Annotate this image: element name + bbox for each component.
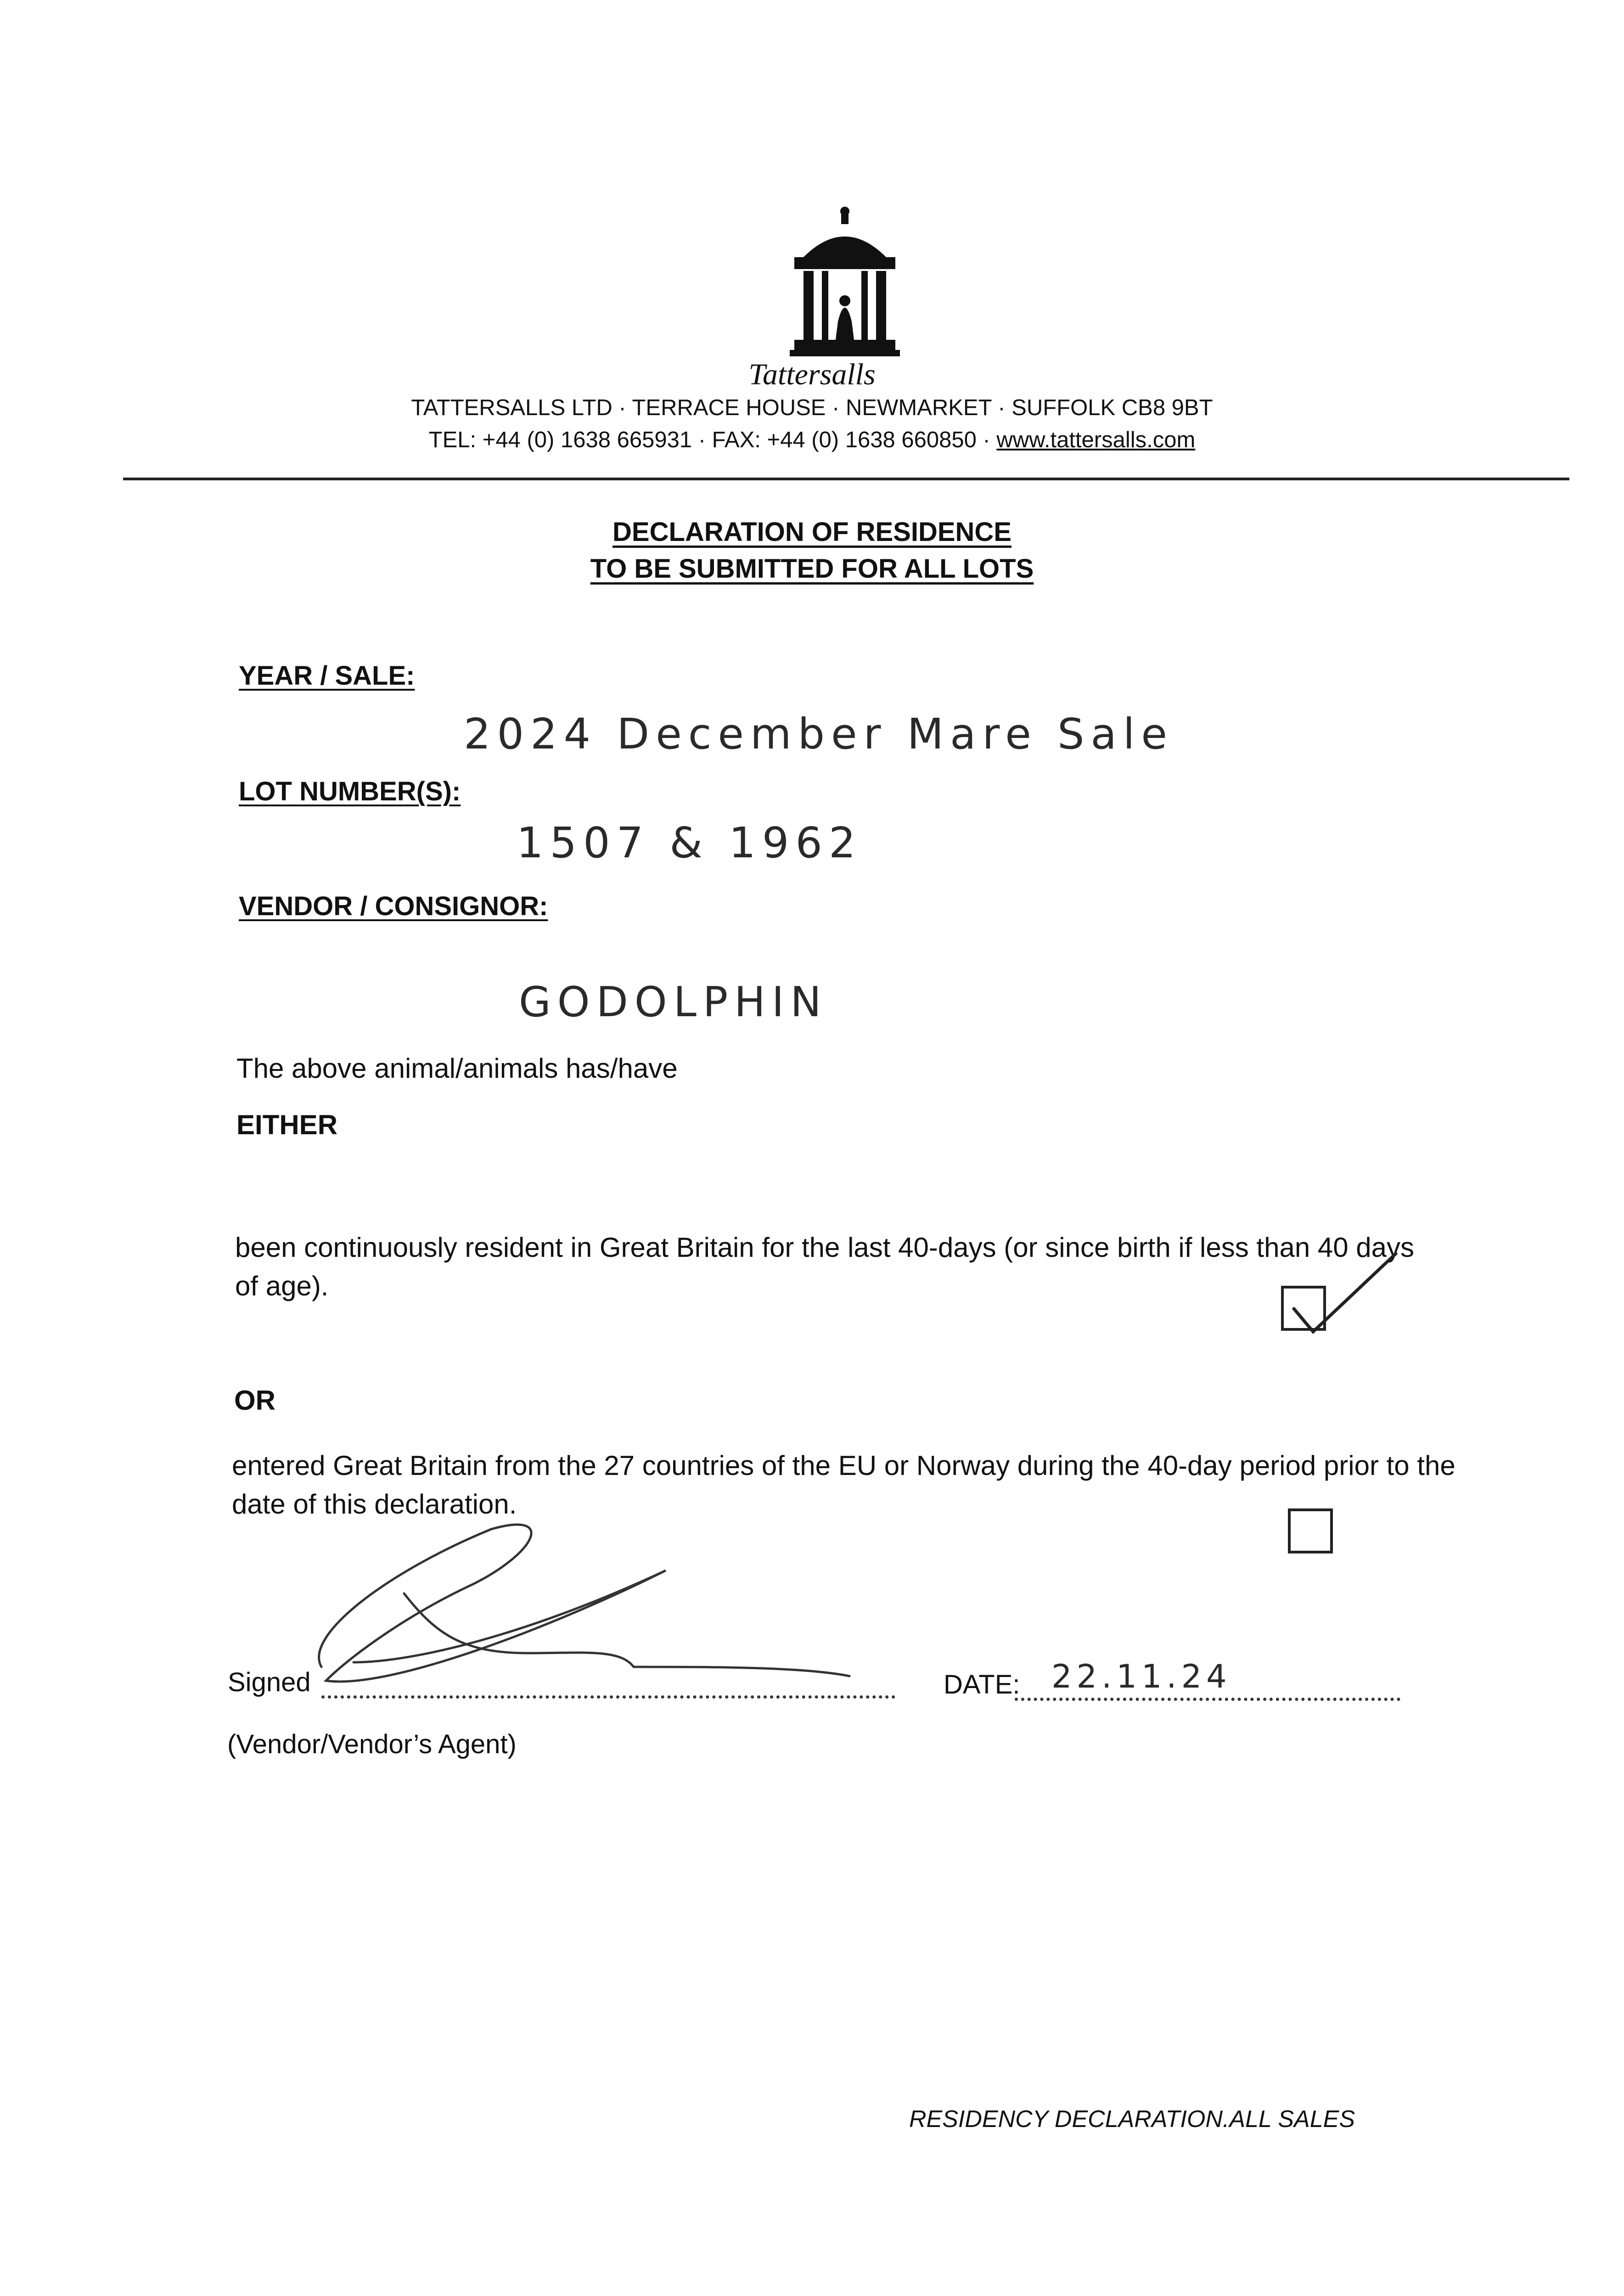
- vendor-value[interactable]: GODOLPHIN: [519, 978, 828, 1026]
- document-subtitle: TO BE SUBMITTED FOR ALL LOTS: [590, 554, 1034, 584]
- date-label: DATE:: [944, 1670, 1020, 1699]
- or-label: OR: [234, 1385, 275, 1416]
- option1-text: been continuously resident in Great Britain for the last 40-days (or since birth if less than 40 days of age).: [235, 1232, 1415, 1301]
- header-rule: [123, 478, 1569, 480]
- either-label: EITHER: [236, 1109, 338, 1140]
- vendor-label: VENDOR / CONSIGNOR:: [239, 891, 548, 921]
- company-contact: [0, 427, 1624, 453]
- statement-intro: The above animal/animals has/have: [236, 1053, 678, 1084]
- document-title: DECLARATION OF RESIDENCE: [613, 517, 1011, 547]
- signature-line[interactable]: [321, 1695, 895, 1699]
- company-address: TATTERSALLS LTD · TERRACE HOUSE · NEWMARKET · SUFFOLK CB8 9BT: [411, 395, 1213, 420]
- lot-number-value[interactable]: 1507 & 1962: [517, 818, 862, 867]
- year-sale-label: YEAR / SALE:: [239, 661, 415, 691]
- signed-label: Signed: [228, 1667, 311, 1697]
- check-mark-icon: [1286, 1240, 1405, 1345]
- lot-number-label: LOT NUMBER(S):: [239, 777, 461, 806]
- date-value[interactable]: 22.11.24: [1051, 1658, 1231, 1695]
- website-link[interactable]: www.tattersalls.com: [996, 428, 1196, 452]
- year-sale-value[interactable]: 2024 December Mare Sale: [464, 709, 1174, 759]
- signature-image: [298, 1515, 895, 1708]
- option2-checkbox[interactable]: [1288, 1508, 1333, 1553]
- date-line[interactable]: [1015, 1698, 1400, 1701]
- company-name: Tattersalls: [748, 358, 876, 391]
- option2-text: entered Great Britain from the 27 countries of the EU or Norway during the 40-day period prior to the date of this declaration.: [232, 1450, 1455, 1519]
- document-footer: RESIDENCY DECLARATION.ALL SALES: [909, 2106, 1355, 2133]
- contact-numbers: TEL: +44 (0) 1638 665931 · FAX: +44 (0) 1638 660850 ·: [428, 428, 997, 452]
- signer-role: (Vendor/Vendor’s Agent): [227, 1729, 517, 1759]
